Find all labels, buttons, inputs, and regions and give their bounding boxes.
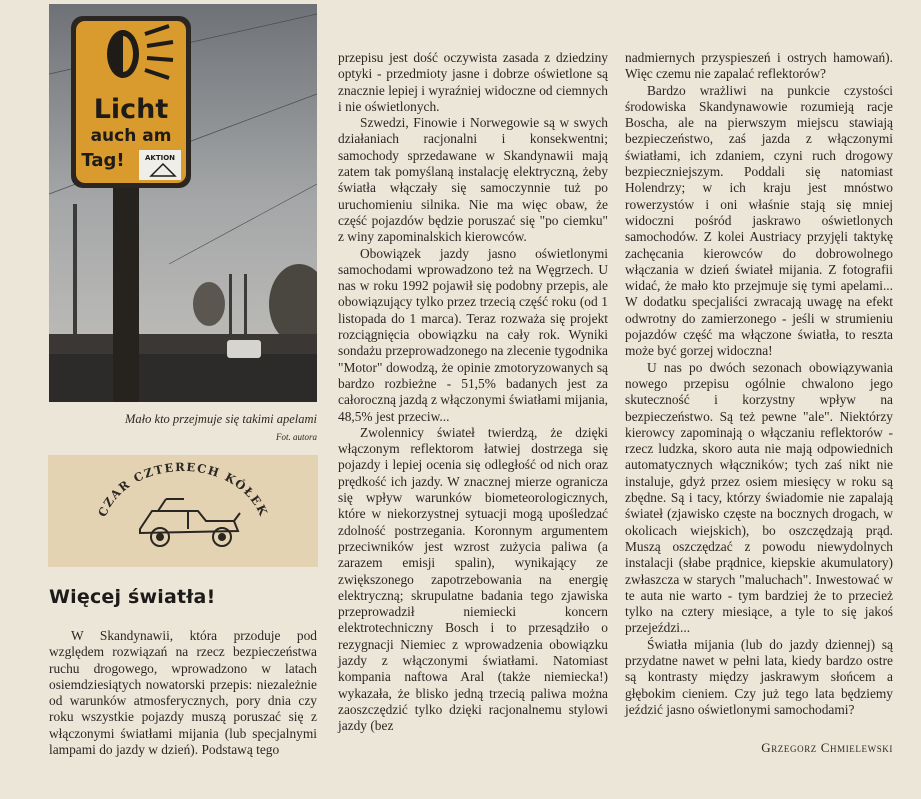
sign-badge-text: AKTION xyxy=(144,154,176,162)
text-column-3 xyxy=(625,50,893,718)
sign-text-line2: auch am xyxy=(90,126,172,146)
paragraph: W Skandynawii, która przoduje pod względem rozwiązań na rzecz bezpieczeństwa ruchu drogowego, wprowadzono w latach osiemdziesiątych nowatorski przepis: niezależnie od warunków atmosferycznych, pory dnia czy roku wszystkie pojazdy muszą poruszać się z włączonymi światłami mijania (lub specjalnymi lampami do jazdy w dzień). Podstawą tego xyxy=(49,628,317,758)
paragraph: Bardzo wrażliwi na punkcie czystości środowiska Skandynawowie rozumieją racje Boscha, ale na pierwszym miejscu stawiają bezpieczeństwo, zaś jazda z włączonymi światłami, ich zdaniem, czyni ruch drogowy bezpieczniejszym. Poddali się natomiast Holendrzy; w ich kraju jest mnóstwo rowerzystów i oni właśnie stają się mniej widoczni pośród jaskrawo oświetlonych samochodów. Z kolei Austriacy przyjęli taktykę zachęcania kierowców do dobrowolnego włączania w dzień świateł mijania. Z fotografii widać, że mało kto przejmuje się tymi apelami... W dodatku specjaliści zwracają uwagę na efekt odwrotny do zamierzonego - jeśli w strumieniu pojazdów część ma włączone światła, to reszta może być gorzej widoczna! xyxy=(625,82,893,359)
sign-text-line1: Licht xyxy=(93,94,169,125)
paragraph: Światła mijania (lub do jazdy dziennej) są przydatne nawet w pełni lata, kiedy bardzo ostre są kontrasty między jaskrawym słońcem a głębokim cieniem. Czy już tego lata będziemy jeździć jasno oświetlonymi samochodami? xyxy=(625,636,893,717)
paragraph: Zwolennicy świateł twierdzą, że dzięki włączonym reflektorom łatwiej dostrzega się pojazdy i lepiej ocenia się odległość od nich oraz prędkość ich jazdy. W znacznej mierze ogranicza się wpływ warunków biometeorologicznych, które w niekorzystnej sytuacji mogą upośledzać zdolność postrzegania. Koronnym argumentem przeciwników jest wzrost zużycia paliwa (a zarazem emisji spalin), wynikający ze zwiększonego zapotrzebowania na energię elektryczną; skrupulatne badania tego zjawiska przeprowadził niemiecki koncern elektrotechniczny Bosch i to przesądziło o rezygnacji Niemiec z wprowadzenia obowiązku jazdy z włączonymi światłami. Natomiast kompania naftowa Aral (także niemiecka!) wykazała, że blisko jedną trzecią paliwa można zaoszczędzić tylko dzięki racjonalnemu stylowi jazdy (bez xyxy=(338,424,608,734)
text-column-1 xyxy=(49,628,317,758)
paragraph: U nas po dwóch sezonach obowiązywania nowego przepisu ogólnie chwalono jego skuteczność i korzystny wpływ na bezpieczeństwo. Są też pewne "ale". Niektórzy kierowcy zapominają o włączaniu reflektorów - rzecz ludzka, skoro auta nie mają odpowiednich automatycznych włączników; tych zaś nikt nie instaluje, gdyż przez osiem miesięcy w roku są zbędne. Są i tacy, którzy świadomie nie zapalają świateł (zjawisko częste na bocznych drogach, w okolicach wiejskich), bo oszczędzają prąd. Muszą oszczędzać z powodu niewydolnych instalacji (słabe prądnice, kiepskie akumulatory) zwłaszcza w starych "maluchach". Inwestować w te auta nie warto - tym bardziej że to przecież tylko na cztery miesiące, a tyle to się jakoś przejeździ... xyxy=(625,359,893,636)
section-banner xyxy=(48,455,318,567)
article-author: Grzegorz Chmielewski xyxy=(761,740,893,755)
text-column-2 xyxy=(338,50,608,734)
paragraph: Szwedzi, Finowie i Norwegowie są w swych działaniach racjonalni i konsekwentni; samochody sprzedawane w Skandynawii mają zatem tak pomyślaną instalację elektryczną, żeby światła włączały się samoczynnie tuż po uruchomieniu silnika. Nie ma więc obaw, że część pojazdów będzie poruszać się "po ciemku" z winy zapominalskich kierowców. xyxy=(338,115,608,245)
paragraph-continued: przepisu jest dość oczywista zasada z dziedziny optyki - przedmioty jasne i dobrze oświetlone są znacznie lepiej i wyraźniej widoczne od ciemnych i nie oświetlonych. xyxy=(338,50,608,114)
paragraph: Obowiązek jazdy jasno oświetlonymi samochodami wprowadzono też na Węgrzech. U nas w roku 1992 pojawił się podobny przepis, ale obowiązujący tylko przez trzecią część roku (od 1 listopada do 1 marca). Teraz rozważa się projekt rozciągnięcia obowiązku na cały rok. Wyniki sondażu przeprowadzonego na zlecenie tygodnika "Motor" dowodzą, że opinie zmotoryzowanych są bardzo rozbieżne - 51,5% badanych jest za całoroczną jazdą z włączonymi światłami mijania, 48,5% jest przeciw... xyxy=(338,245,608,424)
paragraph-continued: nadmiernych przyspieszeń i ostrych hamowań). Więc czemu nie zapalać reflektorów? xyxy=(625,50,893,82)
photo-credit: Fot. autora xyxy=(275,432,317,442)
photo-road-sign xyxy=(49,4,317,402)
article-headline: Więcej światła! xyxy=(49,586,216,608)
sign-text-line3: Tag! xyxy=(81,150,125,171)
banner-text: CZAR CZTERECH KÓŁEK xyxy=(95,459,271,519)
photo-caption: Mało kto przejmuje się takimi apelami xyxy=(125,412,317,426)
article-photo xyxy=(49,4,317,402)
vintage-car-logo xyxy=(48,455,318,567)
